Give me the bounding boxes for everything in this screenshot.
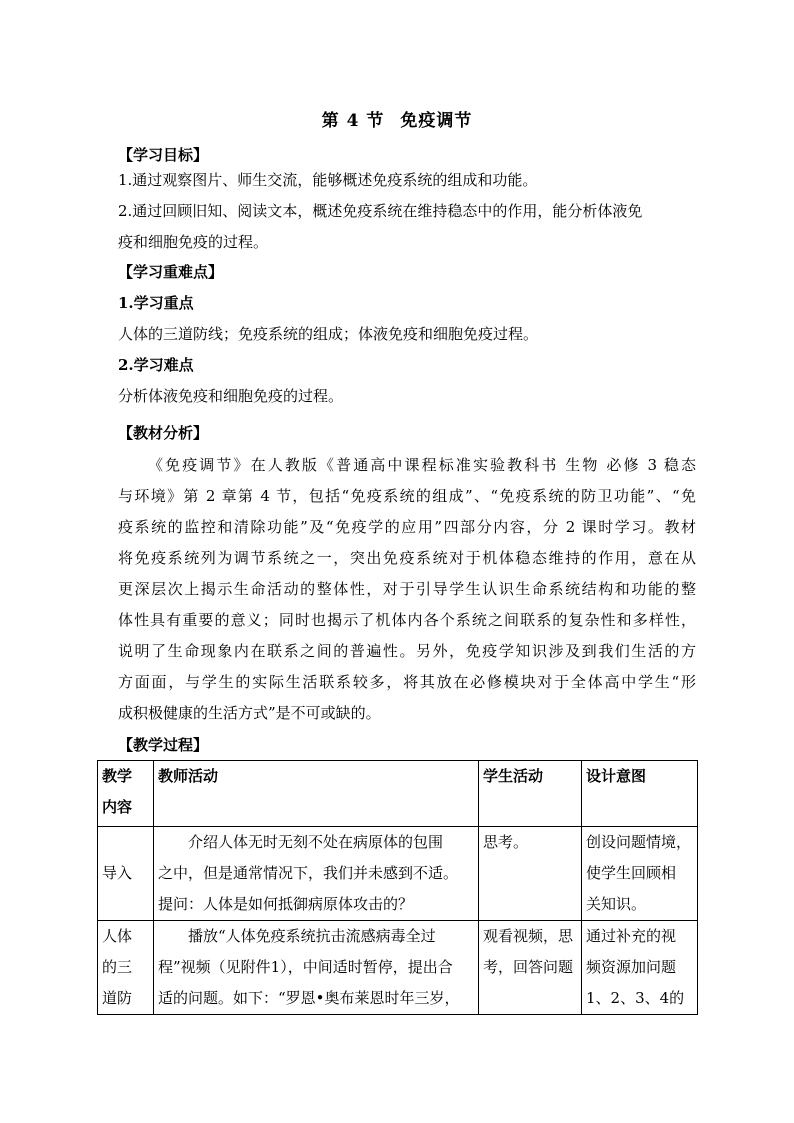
row-teacher: 介绍人体无时无刻不处在病原体的包围 之中，但是通常情况下，我们并未感到不适。 提问：人体是如何抵御病原体攻击的？ (154, 827, 479, 921)
row-content: 导入 (98, 827, 154, 921)
analysis-line: 《免疫调节》在人教版《普通高中课程标准实验教科书 生物 必修 3 稳态 (148, 456, 696, 474)
analysis-line: 说明了生命现象内在联系之间的普遍性。另外，免疫学知识涉及到我们生活的方 (118, 642, 696, 660)
objective-line: 疫和细胞免疫的过程。 (118, 233, 269, 251)
row-teacher: 播放“人体免疫系统抗击流感病毒全过 程”视频（见附件1），中间适时暂停，提出合 适的问题。如下：“罗恩•奥布莱恩时年三岁， (154, 921, 479, 1015)
analysis-line: 更深层次上揭示生命活动的整体性，对于引导学生认识生命系统结构和功能的整 (118, 580, 696, 598)
analysis-line: 成积极健康的生活方式”是不可或缺的。 (118, 704, 381, 722)
row-student: 观看视频，思 考，回答问题 (479, 921, 582, 1015)
focus-label: 1.学习重点 (118, 294, 194, 312)
objective-line: 1.通过观察图片、师生交流，能够概述免疫系统的组成和功能。 (118, 171, 538, 189)
header-student: 学生活动 (479, 761, 582, 827)
row-intent: 创设问题情境， 使学生回顾相 关知识。 (582, 827, 698, 921)
table-row (98, 921, 698, 1015)
analysis-line: 体性具有重要的意义；同时也揭示了机体内各个系统之间联系的复杂性和多样性， (118, 611, 696, 629)
key-points-heading: 【学习重难点】 (118, 263, 224, 281)
header-content: 教学 内容 (98, 761, 154, 827)
objectives-heading: 【学习目标】 (118, 146, 209, 164)
analysis-line: 疫系统的监控和清除功能”及“免疫学的应用”四部分内容，分 2 课时学习。教材 (118, 518, 696, 536)
difficulty-label: 2.学习难点 (118, 356, 194, 374)
row-student: 思考。 (479, 827, 582, 921)
page-title (0, 106, 794, 131)
analysis-heading: 【教材分析】 (118, 424, 209, 442)
row-intent: 通过补充的视 频资源加问题 1、2、3、4的 (582, 921, 698, 1015)
analysis-paragraph (118, 450, 696, 729)
analysis-line: 方面面，与学生的实际生活联系较多，将其放在必修模块对于全体高中学生“形 (118, 673, 696, 691)
section-number: 第 4 节 (321, 111, 385, 131)
table-header-row (98, 761, 698, 827)
analysis-line: 与环境》第 2 章第 4 节，包括“免疫系统的组成”、“免疫系统的防卫功能”、“免 (118, 487, 696, 505)
objective-line: 2.通过回顾旧知、阅读文本，概述免疫系统在维持稳态中的作用，能分析体液免 (118, 202, 643, 220)
row-content: 人体 的三 道防 (98, 921, 154, 1015)
teaching-process-table (97, 760, 698, 1015)
focus-text: 人体的三道防线；免疫系统的组成；体液免疫和细胞免疫过程。 (118, 325, 539, 343)
section-name: 免疫调节 (400, 111, 473, 131)
analysis-line: 将免疫系统列为调节系统之一，突出免疫系统对于机体稳态维持的作用，意在从 (118, 549, 696, 567)
difficulty-text: 分析体液免疫和细胞免疫的过程。 (118, 387, 344, 405)
process-heading: 【教学过程】 (118, 736, 209, 754)
table-row (98, 827, 698, 921)
header-teacher: 教师活动 (154, 761, 479, 827)
header-intent: 设计意图 (582, 761, 698, 827)
